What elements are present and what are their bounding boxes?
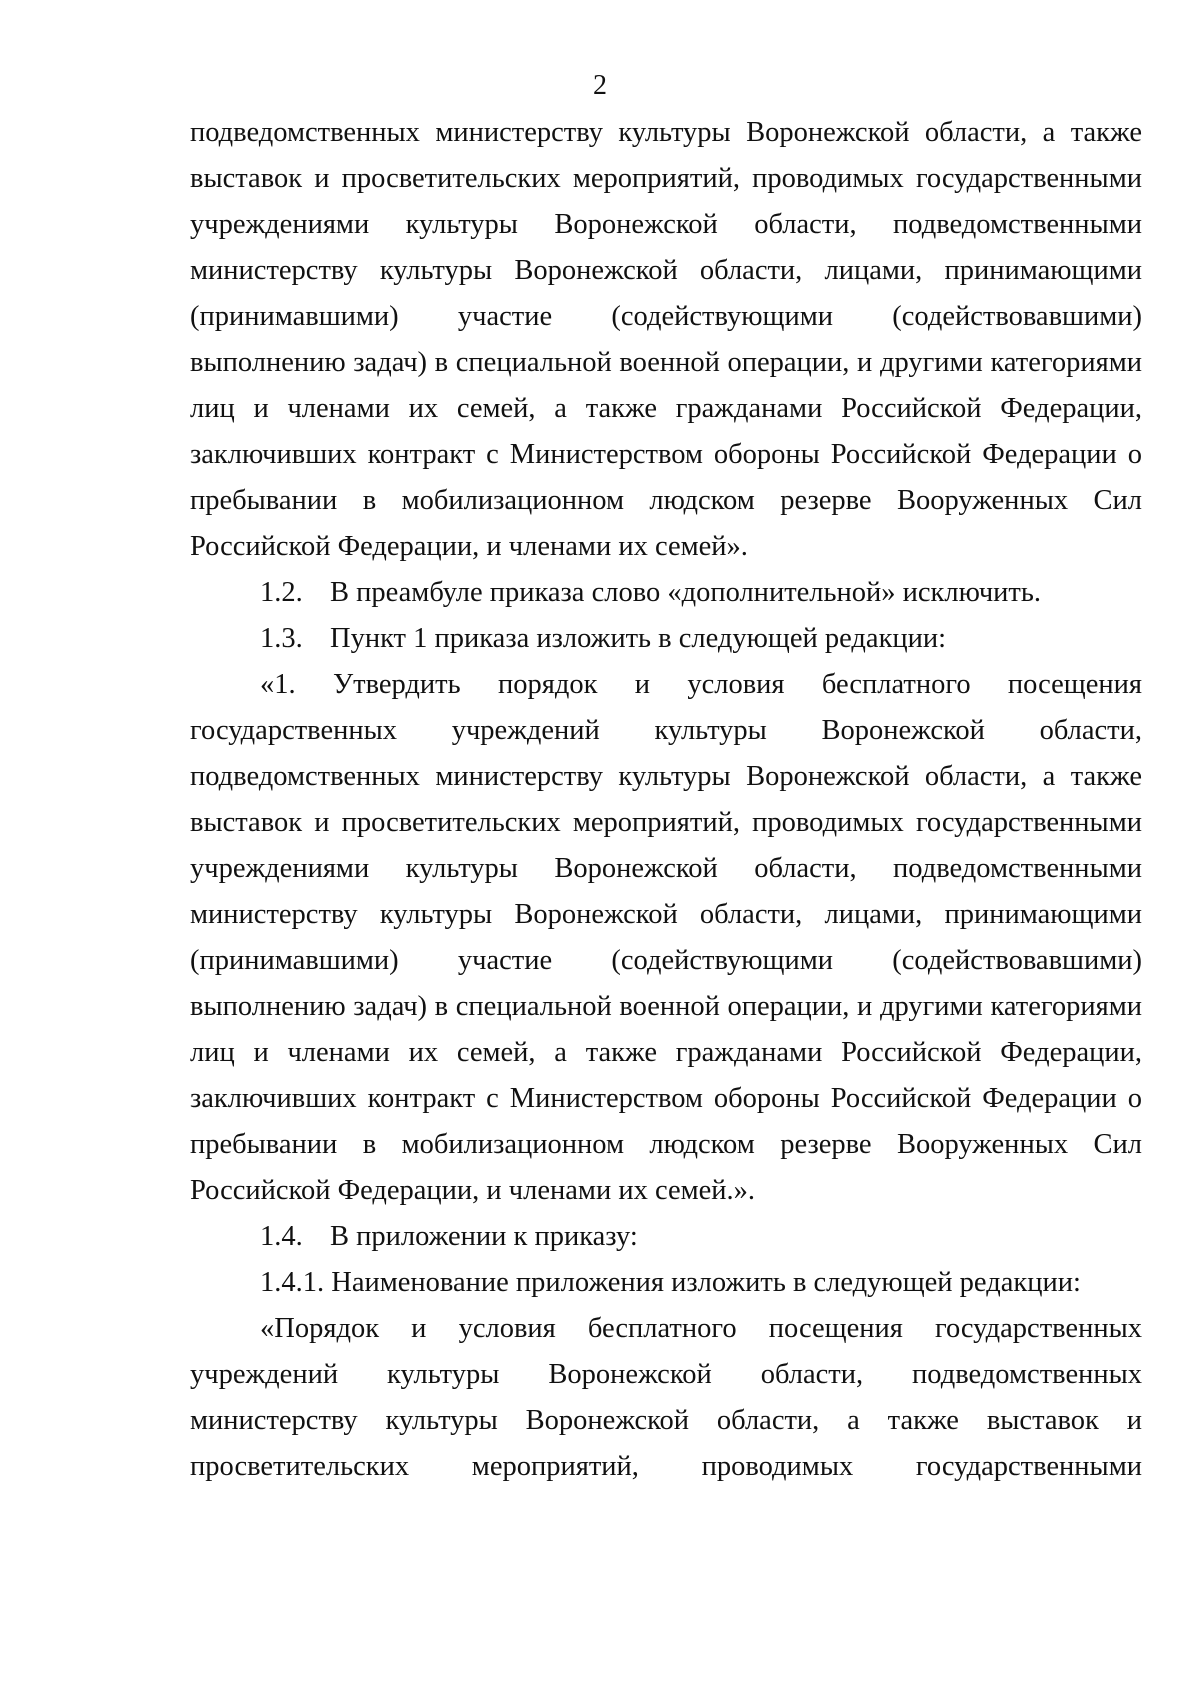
text-line: пребывании в мобилизационном людском резерве Вооруженных Сил: [190, 485, 1142, 516]
text-line: выставок и просветительских мероприятий, проводимых государственными: [190, 163, 1142, 194]
clause-text: В приложении к приказу:: [330, 1221, 638, 1252]
text-line: учреждений культуры Воронежской области, подведомственных: [190, 1359, 1142, 1390]
text-line: (принимавшими) участие (содействующими (содействовавшими): [190, 945, 1142, 976]
text-line: учреждениями культуры Воронежской области, подведомственными: [190, 209, 1142, 240]
text-line: Российской Федерации, и членами их семей.».: [190, 1175, 756, 1206]
clause-number: 1.3.: [260, 623, 303, 654]
text-line: (принимавшими) участие (содействующими (содействовавшими): [190, 301, 1142, 332]
page-number: 2: [593, 70, 607, 101]
text-line: просветительских мероприятий, проводимых государственными: [190, 1451, 1142, 1482]
text-line: заключивших контракт с Министерством обороны Российской Федерации о: [190, 439, 1142, 470]
clause-number: 1.4.: [260, 1221, 303, 1252]
text-line: лиц и членами их семей, а также гражданами Российской Федерации,: [190, 393, 1142, 424]
clause-1-2: [190, 570, 1142, 616]
text-line: министерству культуры Воронежской области, а также выставок и: [190, 1405, 1142, 1436]
text-line: подведомственных министерству культуры Воронежской области, а также: [190, 761, 1142, 792]
text-line: министерству культуры Воронежской области, лицами, принимающими: [190, 899, 1142, 930]
text-line: «Порядок и условия бесплатного посещения государственных: [260, 1313, 1142, 1344]
clause-1-4: [190, 1214, 1142, 1260]
text-line: заключивших контракт с Министерством обороны Российской Федерации о: [190, 1083, 1142, 1114]
text-line: выполнению задач) в специальной военной операции, и другими категориями: [190, 991, 1142, 1022]
text-line: пребывании в мобилизационном людском резерве Вооруженных Сил: [190, 1129, 1142, 1160]
text-line: лиц и членами их семей, а также гражданами Российской Федерации,: [190, 1037, 1142, 1068]
clause-text: Пункт 1 приказа изложить в следующей редакции:: [330, 623, 947, 654]
text-line: учреждениями культуры Воронежской области, подведомственными: [190, 853, 1142, 884]
clause-1-4-1: [190, 1260, 1142, 1306]
text-line: подведомственных министерству культуры Воронежской области, а также: [190, 117, 1142, 148]
clause-text: В преамбуле приказа слово «дополнительной» исключить.: [330, 577, 1041, 608]
text-line: «1. Утвердить порядок и условия бесплатного посещения: [260, 669, 1142, 700]
paragraph-continuation: [190, 110, 1142, 1490]
clause-text: 1.4.1. Наименование приложения изложить в следующей редакции:: [260, 1267, 1081, 1298]
text-line: выставок и просветительских мероприятий, проводимых государственными: [190, 807, 1142, 838]
text-line: министерству культуры Воронежской области, лицами, принимающими: [190, 255, 1142, 286]
clause-number: 1.2.: [260, 577, 303, 608]
text-line: государственных учреждений культуры Воронежской области,: [190, 715, 1142, 746]
text-line: выполнению задач) в специальной военной операции, и другими категориями: [190, 347, 1142, 378]
text-line: Российской Федерации, и членами их семей».: [190, 531, 748, 562]
clause-1-3: [190, 616, 1142, 662]
